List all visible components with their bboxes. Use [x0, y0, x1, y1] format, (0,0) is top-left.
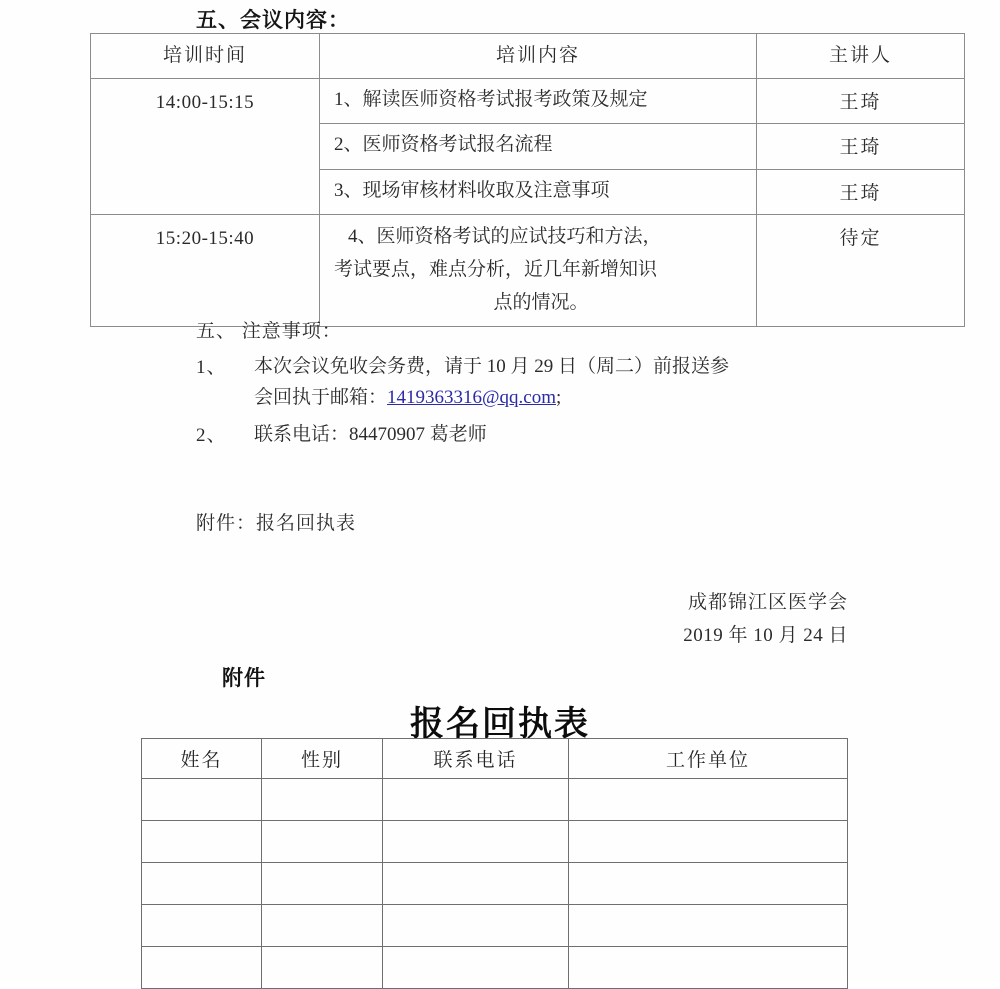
receipt-cell-unit[interactable]	[569, 947, 848, 989]
receipt-cell-sex[interactable]	[262, 821, 383, 863]
agenda-cell-topic-1: 1、解读医师资格考试报考政策及规定	[320, 79, 757, 124]
table-header-row	[142, 739, 848, 779]
table-header-row	[91, 34, 965, 79]
note-1-number: 1、	[196, 357, 227, 378]
receipt-cell-sex[interactable]	[262, 779, 383, 821]
note-1-email-suffix: ;	[555, 386, 562, 408]
notes-section	[196, 316, 896, 456]
note-item-1	[196, 352, 896, 414]
receipt-cell-unit[interactable]	[569, 863, 848, 905]
receipt-cell-name[interactable]	[142, 947, 262, 989]
note-2-body	[254, 420, 896, 451]
attachment-label: 附件	[222, 666, 266, 690]
note-2-line-1: 联系电话：84470907 葛老师	[254, 423, 487, 445]
agenda-header-time: 培训时间	[91, 34, 320, 79]
agenda-cell-topic-2: 2、医师资格考试报名流程	[320, 124, 757, 169]
receipt-header-unit: 工作单位	[569, 739, 848, 779]
agenda-cell-speaker-4: 待定	[757, 215, 965, 327]
receipt-header-phone: 联系电话	[383, 739, 569, 779]
receipt-cell-name[interactable]	[142, 779, 262, 821]
agenda-topic-4-line-2: 考试要点，难点分析，近几年新增知识	[334, 258, 658, 280]
receipt-cell-phone[interactable]	[383, 905, 569, 947]
receipt-cell-sex[interactable]	[262, 947, 383, 989]
receipt-header-name: 姓名	[142, 739, 262, 779]
signature-block	[683, 586, 848, 653]
agenda-topic-4-line-3: 点的情况。	[493, 291, 589, 313]
signature-organization: 成都锦江区医学会	[687, 592, 848, 613]
note-1-email-prefix: 会回执于邮箱：	[254, 386, 388, 408]
agenda-cell-topic-3: 3、现场审核材料收取及注意事项	[320, 169, 757, 214]
receipt-cell-unit[interactable]	[569, 779, 848, 821]
note-1-body	[254, 352, 896, 414]
agenda-cell-speaker-1: 王琦	[757, 79, 965, 124]
receipt-cell-sex[interactable]	[262, 863, 383, 905]
signature-date: 2019 年 10 月 24 日	[683, 625, 848, 647]
note-1-line-2	[254, 383, 896, 414]
table-row	[142, 821, 848, 863]
attachment-reference: 附件：报名回执表	[196, 513, 357, 534]
receipt-header-sex: 性别	[262, 739, 383, 779]
note-2-number: 2、	[196, 424, 227, 446]
agenda-cell-speaker-2: 王琦	[757, 124, 965, 169]
receipt-cell-phone[interactable]	[383, 947, 569, 989]
receipt-cell-phone[interactable]	[383, 779, 569, 821]
receipt-cell-unit[interactable]	[569, 905, 848, 947]
agenda-cell-time-4: 15:20-15:40	[91, 215, 320, 327]
receipt-cell-name[interactable]	[142, 821, 262, 863]
email-link[interactable]: 1419363316@qq.com	[387, 386, 556, 408]
note-item-2	[196, 420, 896, 451]
receipt-cell-name[interactable]	[142, 863, 262, 905]
section-heading-meeting-content: 五、会议内容：	[196, 8, 350, 32]
receipt-cell-phone[interactable]	[383, 821, 569, 863]
attachment-title: 报名回执表	[410, 704, 590, 744]
receipt-cell-phone[interactable]	[383, 863, 569, 905]
table-row	[142, 779, 848, 821]
receipt-cell-sex[interactable]	[262, 905, 383, 947]
table-row	[91, 79, 965, 124]
table-row	[142, 905, 848, 947]
agenda-cell-topic-4	[320, 215, 757, 327]
agenda-topic-4-line-1: 4、医师资格考试的应试技巧和方法，	[348, 226, 662, 248]
table-row	[142, 863, 848, 905]
notes-heading: 五、 注意事项：	[196, 321, 342, 342]
receipt-form-table	[141, 738, 848, 989]
table-row	[91, 215, 965, 327]
agenda-header-speaker: 主讲人	[757, 34, 965, 79]
agenda-cell-time-1: 14:00-15:15	[91, 79, 320, 215]
agenda-table	[90, 33, 965, 327]
receipt-cell-unit[interactable]	[569, 821, 848, 863]
note-1-line-1: 本次会议免收会务费，请于 10 月 29 日（周二）前报送参	[254, 356, 730, 377]
table-row	[142, 947, 848, 989]
agenda-cell-speaker-3: 王琦	[757, 169, 965, 214]
receipt-cell-name[interactable]	[142, 905, 262, 947]
agenda-header-topic: 培训内容	[320, 34, 757, 79]
